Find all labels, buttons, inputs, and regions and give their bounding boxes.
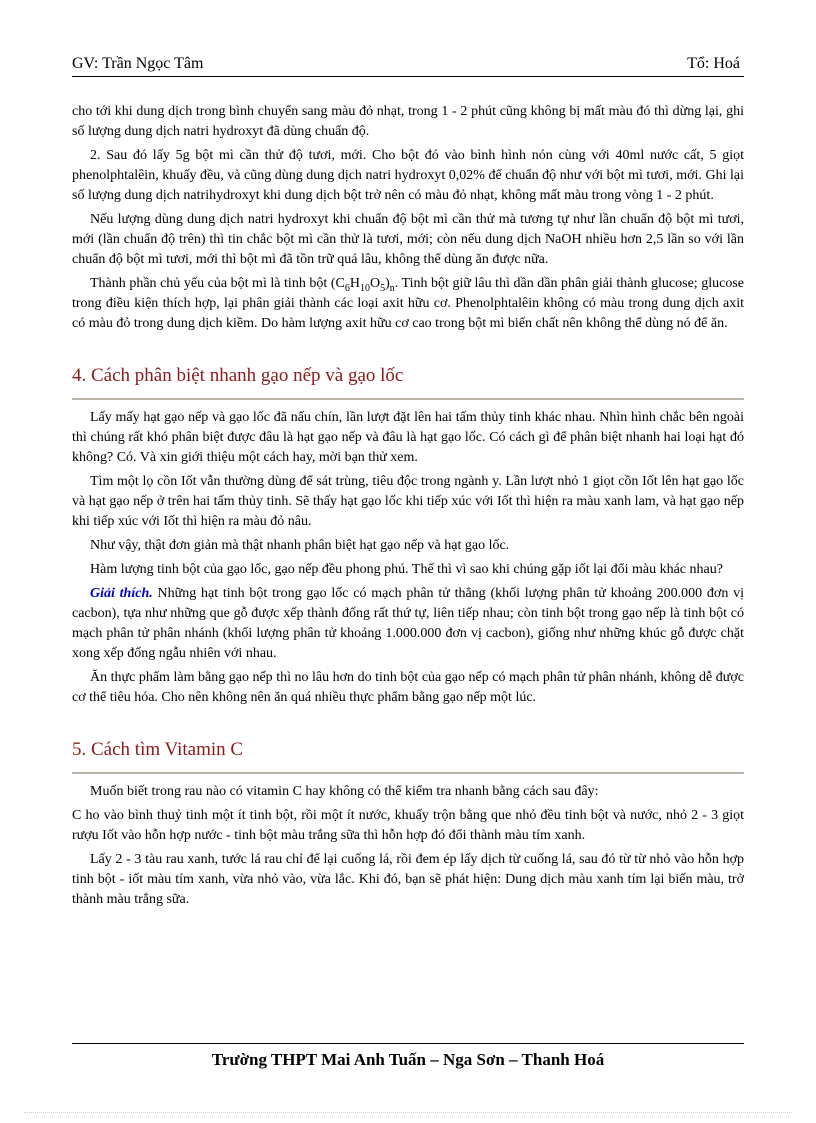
section-5-title: 5. Cách tìm Vitamin C — [72, 739, 244, 760]
section-4-title: 4. Cách phân biệt nhanh gạo nếp và gạo lốc — [72, 365, 404, 386]
paragraph: Lấy mấy hạt gạo nếp và gạo lốc đã nấu chín, lần lượt đặt lên hai tấm thủy tinh khác nhau. Nhìn hình chắc bên ngoài thì chúng rất khó phân biệt được đâu là hạt gạo nếp và đâu là hạt gạo lốc. Có cách gì để phân biệt nhanh hai loại hạt đó không? Có. Và xin giới thiệu một cách hay, mời bạn thử xem. — [72, 410, 744, 465]
subscript: 5 — [380, 282, 386, 294]
explanation-paragraph — [72, 584, 744, 664]
page-footer: Trường THPT Mai Anh Tuấn – Nga Sơn – Thanh Hoá — [72, 1043, 744, 1070]
text-span: Những hạt tinh bột trong gạo lốc có mạch phân tử thẳng (khối lượng phân tử khoảng 200.000 đơn vị cacbon), tựa như những que gỗ được xếp thành đống rất thứ tự, liên tiếp nhau; còn tinh bột trong gạo nếp là tinh bột có mạch phân tử phân nhánh (khối lượng phân tử khoảng 1.000.000 đơn vị cacbon), giống như những khúc gỗ được chặt xong xếp đống ngẫu nhiên với nhau. — [72, 586, 744, 661]
text-span: ) — [385, 276, 390, 291]
subscript: n — [389, 282, 395, 294]
department-name: Tổ: Hoá — [687, 55, 740, 72]
subscript: 6 — [344, 282, 350, 294]
paragraph: cho tới khi dung dịch trong bình chuyển sang màu đỏ nhạt, trong 1 - 2 phút cũng không bị mất màu đó thì dừng lại, ghi số lượng dung dịch natri hydroxyt đã dùng chuẩn độ. — [72, 104, 744, 139]
paragraph: Như vậy, thật đơn giản mà thật nhanh phân biệt hạt gạo nếp và hạt gạo lốc. — [90, 538, 510, 553]
text-span: H — [349, 276, 360, 291]
paragraph: Lấy 2 - 3 tàu rau xanh, tước lá rau chỉ để lại cuống lá, rồi đem ép lấy dịch từ cuống lá, sau đó từ từ nhỏ vào hỗn hợp tinh bột - iốt màu tím xanh, vừa nhỏ vào, vừa lắc. Khi đó, bạn sẽ phát hiện: Dung dịch màu xanh tím lại biến màu, trở thành màu trắng sữa. — [72, 852, 744, 907]
teacher-name: GV: Trần Ngọc Tâm — [72, 55, 204, 72]
text-span: Thành phần chủ yếu của bột mì là tinh bột (C — [90, 276, 345, 291]
paragraph: Hàm lượng tinh bột của gạo lốc, gạo nếp đều phong phú. Thế thì vì sao khi chúng gặp iốt lại đổi màu khác nhau? — [90, 562, 723, 577]
paragraph: Tìm một lọ cồn Iốt vẫn thường dùng để sát trùng, tiêu độc trong ngành y. Lần lượt nhỏ 1 giọt cồn Iốt lên hạt gạo lốc và hạt gạo nếp ở trên hai tấm thủy tinh. Sẽ thấy hạt gạo lốc khi tiếp xúc với Iốt thì hiện ra màu xanh lam, và hạt gạo nếp khi tiếp xúc với Iốt thì hiện ra màu đỏ nâu. — [72, 474, 744, 529]
subscript: 10 — [359, 282, 370, 294]
paragraph: Muốn biết trong rau nào có vitamin C hay không có thể kiểm tra nhanh bằng cách sau đây: — [90, 784, 599, 799]
page-content — [72, 102, 744, 914]
section-divider — [72, 398, 744, 400]
paragraph: 2. Sau đó lấy 5g bột mì cần thử độ tươi, mới. Cho bột đó vào bình hình nón cùng với 40ml nước cất, 5 giọt phenolphtalêin, khuấy đều, và cũng dùng dung dịch natri hydroxyt 0,02% để chuẩn độ như với bột mì tươi, mới. Ghi lại số lượng dung dịch natrihydroxyt khi dung dịch bột trở nên có màu đỏ nhạt, không mất màu trong vòng 1 - 2 phút. — [72, 148, 744, 203]
text-span: . Tinh bột giữ lâu thì dần dần phân giải thành glucose; glucose trong điều kiện thích hợp, lại phân giải thành các loại axit hữu cơ. Phenolphtalêin không có màu trong dung dịch axit có màu đỏ trong dung dịch kiềm. Do hàm lượng axit hữu cơ cao trong bột mì biến chất nên không thể dùng nó để ăn. — [72, 276, 745, 331]
paragraph: Ăn thực phẩm làm bằng gạo nếp thì no lâu hơn do tinh bột của gạo nếp có mạch phân tử phân nhánh, không dễ được cơ thể tiêu hóa. Cho nên không nên ăn quá nhiều thực phẩm bằng gạo nếp một lúc. — [72, 670, 744, 705]
formula-paragraph — [72, 274, 744, 334]
paragraph: C ho vào bình thuỷ tinh một ít tinh bột, rồi một ít nước, khuấy trộn bằng que nhỏ đều tinh bột và nước, nhỏ 2 - 3 giọt rượu Iốt vào hỗn hợp nước - tinh bột màu trắng sữa thì hỗn hợp đó đổi thành màu tím xanh. — [72, 808, 744, 843]
paragraph: Nếu lượng dùng dung dịch natri hydroxyt khi chuẩn độ bột mì cần thử mà tương tự như lần chuẩn độ bột mì tươi, mới (lần chuẩn độ trên) thì tin chắc bột mì cần thử là tươi, mới; còn nếu dung dịch NaOH nhiều hơn 2,5 lần so với lần chuẩn độ bột mì tươi, mới thì bột mì đã tồn trữ quá lâu, không thể dùng ăn được nữa. — [72, 212, 744, 267]
explanation-label: Giải thích. — [90, 586, 153, 601]
page-bottom-border — [24, 1112, 792, 1113]
section-divider — [72, 772, 744, 774]
text-span: O — [369, 276, 381, 291]
page-header — [72, 52, 744, 77]
